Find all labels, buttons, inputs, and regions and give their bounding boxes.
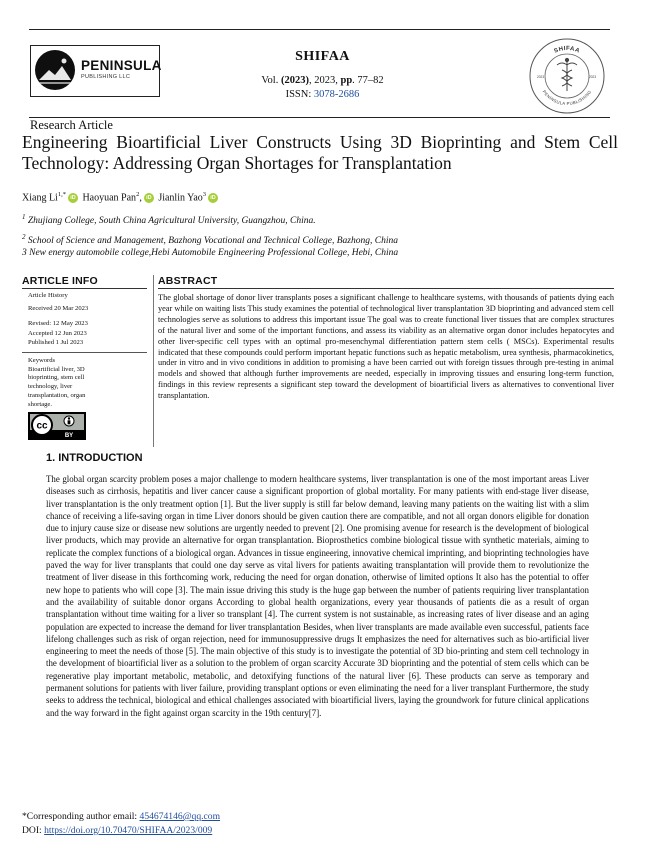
abstract-body: The global shortage of donor liver transplants poses a significant challenge to healthcare systems, with thousands of patients dying each year while on waiting lists This study examines the potential of technological liver transplantation 3D bioprinting and advanced stem cell technologies serve as solutions to address this important issue The goal was to create functional liver tissues that are complex structures of the natural liver and some of the important functions, and assess its viability as an alternative organ donor includes hepatocytes and other liver-specific cell types with an optimal pro-mesenchymal differentiation pattern stem cells ( MSCs). Experimental results indicated that these compounds could perform important hepatic functions such as hepatic metabolism, urea synthesis, pharmacokinetics, under in vitro and in vivo conditions in addition to promising a have been carried out with foreign tissues through pre-testing in animal models and showed that although further improvements are needed, especially in improving tissues and ensuring long-term function, findings in this review represents a significant step toward the development of bioartificial livers as alternatives to conventional liver transplantation. <box>158 293 614 401</box>
keyword-line: bioprinting, stem cell <box>28 374 85 381</box>
author-sup: 1,* <box>57 191 66 198</box>
caduceus-icon <box>557 58 577 91</box>
affiliation-3 <box>22 248 398 258</box>
affiliation-2 <box>22 233 398 246</box>
affiliation-1 <box>22 213 316 226</box>
seal-year-left: 2023 <box>537 75 545 79</box>
header-top-rule <box>29 29 610 30</box>
abstract-heading: ABSTRACT <box>158 275 218 287</box>
article-info-divider <box>22 352 147 353</box>
section-heading: 1. INTRODUCTION <box>46 452 143 464</box>
keyword-line: Bioartificial liver, 3D <box>28 366 85 373</box>
publisher-name: PENINSULA <box>81 58 162 73</box>
published-date: Published 1 Jul 2023 <box>28 339 84 346</box>
corr-email-link[interactable]: 454674146@qq.com <box>139 811 221 822</box>
affiliation-text: 3 New energy automobile college,Hebi Automobile Engineering Professional College, Hebi, China <box>22 248 399 258</box>
volume-mid: , 2023, <box>308 75 341 86</box>
issn-link[interactable]: 3078-2686 <box>313 89 360 100</box>
revised-date: Revised: 12 May 2023 <box>28 320 88 327</box>
orcid-icon[interactable]: iD <box>68 193 78 203</box>
seal-bottom-text: PENINSULA PUBLISHING <box>541 89 593 107</box>
corresponding-author <box>22 811 220 822</box>
author-name: Xiang Li <box>22 192 58 204</box>
seal-year-right: 2023 <box>589 75 597 79</box>
keywords-label: Keywords <box>28 357 56 364</box>
journal-seal <box>528 37 606 115</box>
orcid-icon[interactable]: iD <box>208 193 218 203</box>
orcid-icon[interactable]: iD <box>144 193 154 203</box>
publisher-subtitle: PUBLISHING LLC <box>81 74 131 80</box>
cc-icon: cc <box>36 420 48 432</box>
doi-line <box>22 825 212 836</box>
volume-year: (2023) <box>280 75 309 86</box>
introduction-body: The global organ scarcity problem poses a major challenge to modern healthcare systems, liver transplantation is one of the most important areas Liver diseases such as cirrhosis, hepatitis and liver cancer cause a significant proportion of global mortality. For many patients with end-stage liver disease, liver transplantation is the only treatment option [1]. But the liver supply is still far below demand, leaving many patients on the waiting list with a slim chance of receiving a life-saving organ in time Liver donors should be given caution there are compatible, and not all organ donors eligible for donation due to injury cause size or disease new solutions are urgently needed to prevent [2]. One promising avenue for research is the development of biological liver products, which may provide an alternative for organ transplantation. Bioprosthetics combine biological tissue with synthetic materials, aiming to replicate the complex functions of a biological organ. Advances in tissue engineering, innovative chemical imprinting, and bioprinting technologies have paved the way for liver transplants that could one day serve as vital livers for patients awaiting transplantation will provide them to revolutionize the treatment of liver disease in this forthcoming work, reducing the need for organ donation, otherwise of limited options It also has the potential to offer new hope to patients who will cope [3]. The main issue driving this study is the huge gap between the number of patients requiring liver transplantation and the availability of suitable donor organs According to global health organizations, every year thousands of patients die as a result of organ transplantation without time waiting for a liver so transplant [4]. The current system is not sustainable, as increasing rates of liver disease and an aging population are expected to increase the demand for liver transplantation Besides, when liver transplants are made available even successful, patients face lifelong challenges such as risk of organ rejection, need for immunosuppressive drugs It emphasizes the need for alternatives such as bio-artificial liver engineering to meet the needs of those [5]. The main objective of this study is to investigate the potential of 3D bio-printing and stem cell technology in the development of bioartificial liver as a solution to the problem of organ scarcity Accurate 3D bioprinting and the potential of stem cells which can be regenerative play important metabolic, metabolic, and detoxifying functions of the natural liver [6]. These products can serve as temporary and permanent solutions for patients with liver failure, providing transplant options or even eliminating the need for a liver transplant Furthermore, the study seeks to address the technical, biological and ethical challenges associated with bioartificial livers, laying the groundwork for future clinical applications and the way forward in the fight against organ scarcity in the 19th century[7]. <box>46 474 589 718</box>
article-title: Engineering Bioartificial Liver Constructs Using 3D Bioprinting and Stem Cell Technology: Addressing Organ Shortages for Transplantation <box>22 132 618 173</box>
volume-prefix: Vol. <box>261 75 281 86</box>
abstract-rule <box>158 288 614 289</box>
accepted-date: Accepted 12 Jun 2023 <box>28 330 87 337</box>
affiliation-text: Zhujiang College, South China Agricultural University, Guangzhou, China. <box>27 216 316 227</box>
issn-label: ISSN: <box>285 89 314 100</box>
author-sup: 2 <box>136 191 140 198</box>
column-divider <box>153 275 154 447</box>
article-info-heading: ARTICLE INFO <box>22 275 98 287</box>
doi-link[interactable]: https://doi.org/10.70470/SHIFAA/2023/009 <box>44 825 213 836</box>
affiliation-sup: 1 <box>22 213 26 221</box>
volume-pp: pp <box>340 75 353 86</box>
affiliation-text: School of Science and Management, Bazhong Vocational and Technical College, Bazhong, China <box>27 236 398 247</box>
cc-by-license-badge[interactable] <box>28 412 86 440</box>
doi-label: DOI: <box>22 825 45 836</box>
volume-pages: . 77–82 <box>352 75 384 86</box>
received-date: Received 20 Mar 2023 <box>28 305 89 312</box>
history-label: Article History <box>28 292 68 299</box>
author-name: Jianlin Yao <box>158 192 203 204</box>
author-sup: 3 <box>202 191 207 198</box>
header-bottom-rule <box>29 117 610 118</box>
keyword-line: transplantation, organ <box>28 392 86 399</box>
journal-name: SHIFAA <box>295 49 350 64</box>
keyword-line: shortage. <box>28 401 52 408</box>
affiliation-sup: 2 <box>22 233 26 241</box>
by-icon: BY <box>64 433 74 439</box>
article-info-rule <box>22 288 147 289</box>
article-type: Research Article <box>30 118 113 132</box>
author-list: Xiang $Li^{1,*}iD$ Haoyuan Pan$^2$, iD Jianlin Yao$^3$iD <box>22 191 220 203</box>
keyword-line: technology, liver <box>28 383 73 390</box>
corr-label: *Corresponding author email: <box>22 811 140 822</box>
author-name: Haoyuan Pan <box>82 192 137 204</box>
seal-top-text: SHIFAA <box>553 45 581 55</box>
